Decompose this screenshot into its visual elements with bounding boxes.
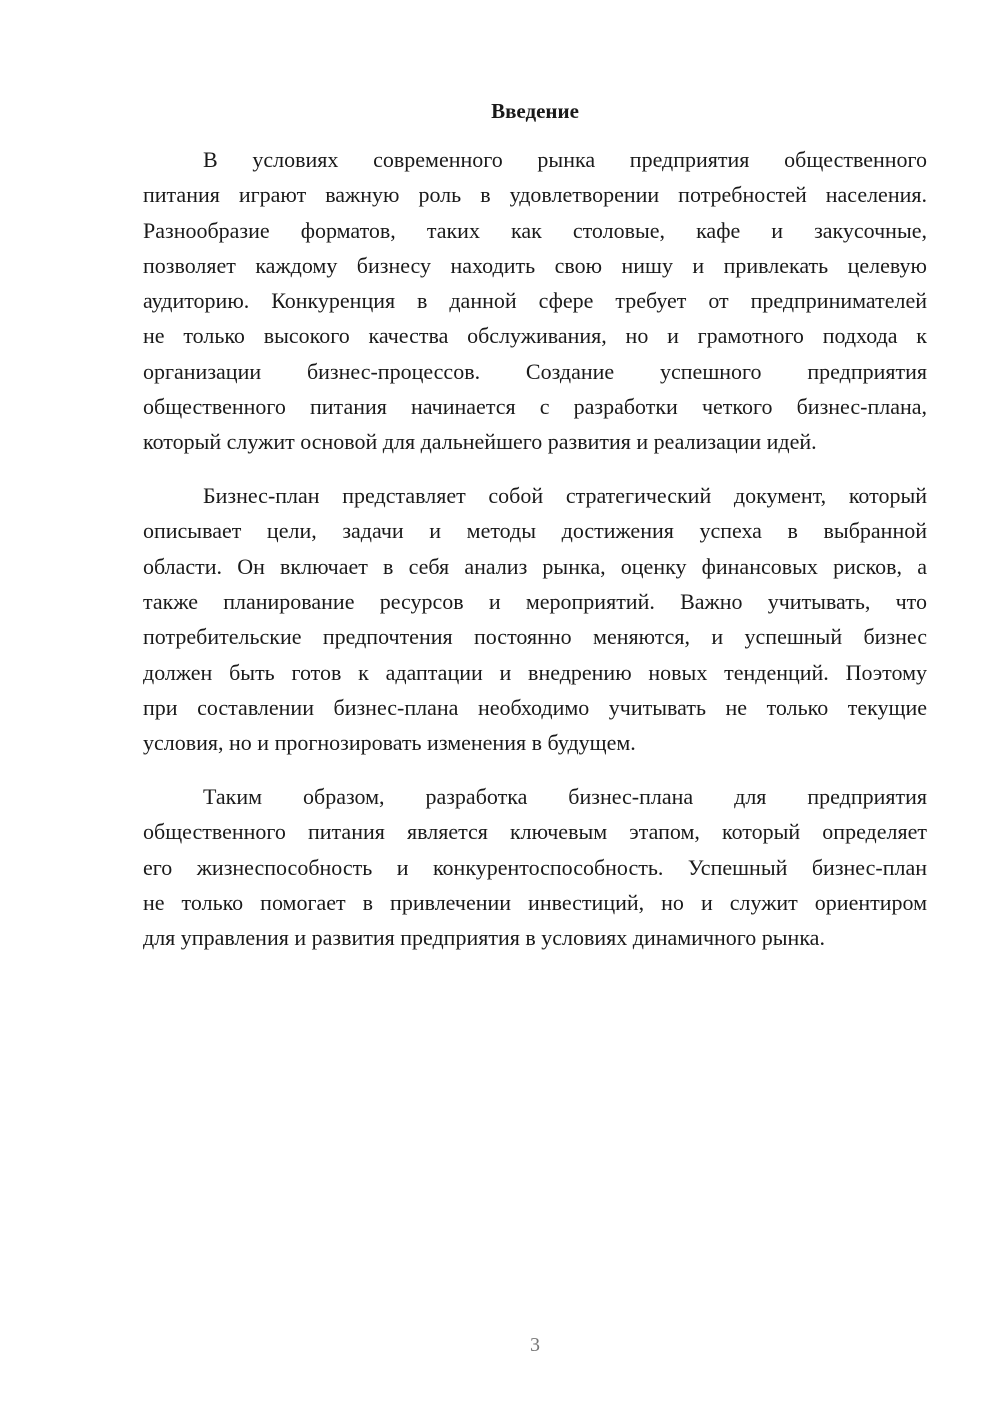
text-line: области. Он включает в себя анализ рынка, оценку финансовых рисков, а (143, 553, 927, 579)
text-line: общественного питания является ключевым этапом, который определяет (143, 819, 927, 845)
page-title: Введение (491, 99, 579, 123)
text-line: условия, но и прогнозировать изменения в будущем. (143, 730, 636, 756)
text-line: описывает цели, задачи и методы достижения успеха в выбранной (143, 518, 927, 544)
text-line: для управления и развития предприятия в условиях динамичного рынка. (143, 925, 825, 951)
text-line: общественного питания начинается с разработки четкого бизнес-плана, (143, 394, 927, 420)
text-line: организации бизнес-процессов. Создание успешного предприятия (143, 358, 927, 384)
text-line: позволяет каждому бизнесу находить свою нишу и привлекать целевую (143, 252, 927, 278)
text-line: потребительские предпочтения постоянно меняются, и успешный бизнес (143, 624, 927, 650)
paragraph (143, 478, 927, 760)
text-line: Разнообразие форматов, таких как столовые, кафе и закусочные, (143, 217, 927, 243)
text-line: питания играют важную роль в удовлетворении потребностей населения. (143, 182, 927, 208)
page-number: 3 (530, 1334, 540, 1356)
text-line: который служит основой для дальнейшего развития и реализации идей. (143, 429, 817, 455)
paragraph (143, 142, 927, 460)
text-line: при составлении бизнес-плана необходимо учитывать не только текущие (143, 694, 927, 720)
text-line: Бизнес-план представляет собой стратегический документ, который (203, 483, 927, 509)
paragraph (143, 779, 927, 955)
text-line: также планирование ресурсов и мероприятий. Важно учитывать, что (143, 589, 927, 615)
text-line: его жизнеспособность и конкурентоспособность. Успешный бизнес-план (143, 854, 927, 880)
text-line: аудиторию. Конкуренция в данной сфере требует от предпринимателей (143, 288, 927, 314)
text-line: не только помогает в привлечении инвестиций, но и служит ориентиром (143, 889, 927, 915)
document-body (143, 142, 927, 974)
text-line: не только высокого качества обслуживания, но и грамотного подхода к (143, 323, 927, 349)
text-line: Таким образом, разработка бизнес-плана для предприятия (203, 784, 927, 810)
text-line: В условиях современного рынка предприятия общественного (203, 147, 927, 172)
text-line: должен быть готов к адаптации и внедрению новых тенденций. Поэтому (143, 659, 927, 685)
